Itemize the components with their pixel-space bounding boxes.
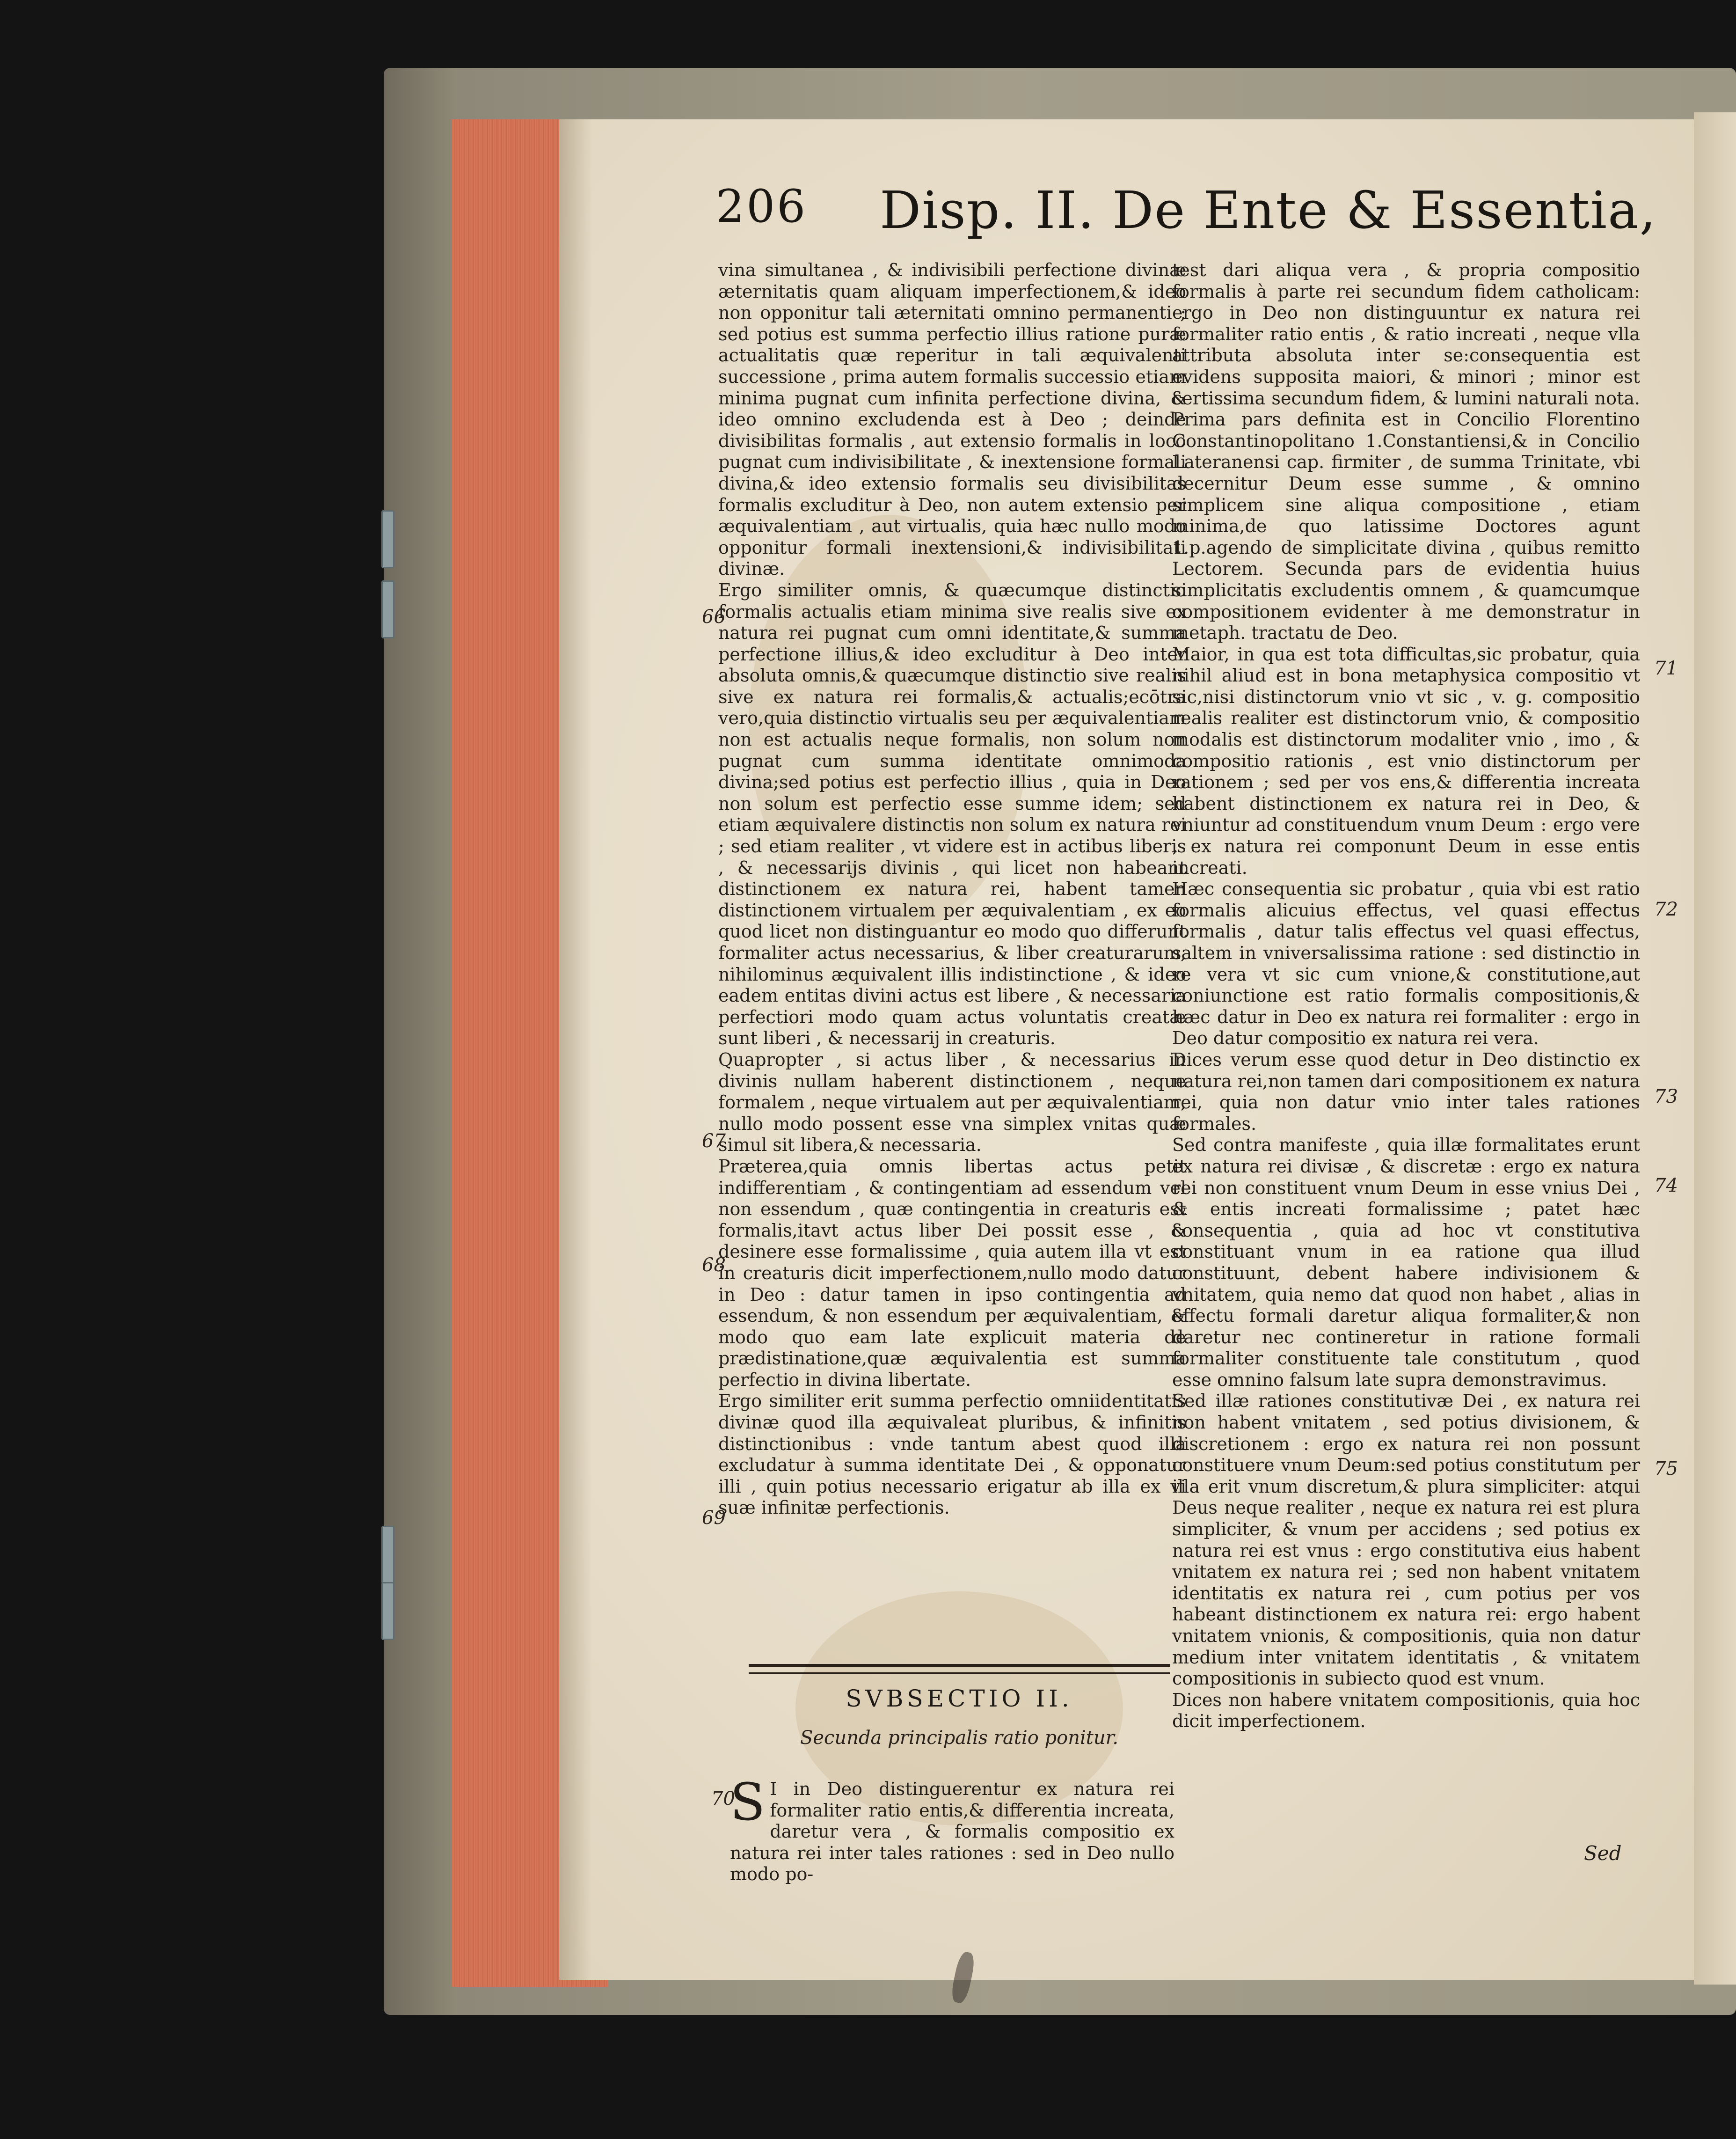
- paragraph: Hæc consequentia sic probatur , quia vbi est ratio formalis alicuius effectus, vel quasi effectus formalis , datur talis effectus vel quasi effectus, saltem in vniversalissima ratione : sed distinctio in re vera vt sic cum vnione,& constitutione,aut coniunctione est ratio formalis compositionis,& hæc datur in Deo ex natura rei formaliter : ergo in Deo datur compositio ex natura rei vera.: [1172, 879, 1640, 1049]
- paragraph: Dices verum esse quod detur in Deo distinctio ex natura rei,non tamen dari compositionem ex natura rei, quia non datur vnio inter tales rationes formales.: [1172, 1049, 1640, 1134]
- subsection-body: I in Deo distinguerentur ex natura rei formaliter ratio entis,& differentia increata, daretur vera , & formalis compositio ex natura rei inter tales rationes : sed in Deo nullo modo po-: [730, 1779, 1174, 1885]
- clasp-icon: [381, 580, 394, 638]
- paragraph: vina simultanea , & indivisibili perfectione divinæ æternitatis quam aliquam imperfectionem,& ideo non opponitur tali æternitati omnino permanenti ; sed potius est summa perfectio illius ratione puræ actualitatis quæ reperitur in tali æquivalenti successione , prima autem formalis successio etiam minima pugnat cum infinita perfectione divina, & ideo omnino excludenda est à Deo ; deinde divisibilitas formalis , aut extensio formalis in loco pugnat cum indivisibilitate , & inextensione formali divina,& ideo extensio formalis seu divisibilitas formalis excluditur à Deo, non autem extensio per æquivalentiam , aut virtualis, quia hæc nullo modo opponitur formali inextensioni,& indivisibilitati divinæ.: [718, 260, 1186, 579]
- right-column: [1172, 260, 1640, 1732]
- clasp-icon: [381, 1526, 394, 1584]
- running-title: Disp. II. De Ente & Essentia,: [880, 180, 1657, 240]
- gutter-shadow: [559, 119, 592, 1980]
- paragraph: Ergo similiter omnis, & quæcumque distinctio formalis actualis etiam minima sive realis sive ex natura rei pugnat cum omni identitate,& summa perfectione illius,& ideo excluditur à Deo inter absoluta omnis,& quæcumque distinctio sive realis sive ex natura rei formalis,& actualis;ecōtra vero,quia distinctio virtualis seu per æquivalentiam non est actualis neque formalis, non solum non pugnat cum summa identitate omnimoda divina;sed potius est perfectio illius , quia in Deo non solum est perfectio esse summe idem; sed etiam æquivalere distinctis non solum ex natura rei ; sed etiam realiter , vt videre est in actibus liberis , & necessarijs divinis , qui licet non habeant distinctionem ex natura rei, habent tamen distinctionem virtualem per æquivalentiam , ex eo quod licet non distinguantur eo modo quo differunt formaliter actus necessarius, & liber creaturarum, nihilominus æquivalent illis indistinctione , & ideo eadem entitas divini actus est libere , & necessaria perfectiori modo quam actus voluntatis creatæ sunt liberi , & necessarij in creaturis.: [718, 579, 1186, 1049]
- facing-page-edge: [1694, 112, 1736, 1985]
- margin-number: 72: [1654, 899, 1678, 920]
- paragraph: Maior, in qua est tota difficultas,sic probatur, quia nihil aliud est in bona metaphysica compositio vt sic,nisi distinctorum vnio vt sic , v. g. compositio realis realiter est distinctorum vnio, & compositio modalis est distinctorum modaliter vnio , imo , & compositio rationis , est vnio distinctorum per rationem ; sed per vos ens,& differentia increata habent distinctionem ex natura rei in Deo, & vniuntur ad constituendum vnum Deum : ergo vere , ex natura rei componunt Deum in esse entis increati.: [1172, 644, 1640, 878]
- subsection-title: SVBSECTIO II.: [846, 1685, 1073, 1712]
- margin-number: 67: [702, 1130, 726, 1152]
- clasp-icon: [381, 510, 394, 568]
- margin-number: 75: [1654, 1458, 1678, 1480]
- margin-number: 74: [1654, 1175, 1678, 1196]
- clasp-icon: [381, 1582, 394, 1640]
- margin-number: 68: [702, 1254, 726, 1276]
- page-number: 206: [716, 180, 808, 233]
- margin-number: 71: [1654, 658, 1678, 679]
- drop-capital: S: [730, 1772, 766, 1832]
- subsection-text: [730, 1772, 1174, 1885]
- left-column: [718, 260, 1186, 1519]
- paragraph: Sed illæ rationes constitutivæ Dei , ex natura rei non habent vnitatem , sed potius divisionem, & discretionem : ergo ex natura rei non possunt constituere vnum Deum:sed potius constitutum per illa erit vnum discretum,& plura simpliciter: atqui Deus neque realiter , neque ex natura rei est plura simpliciter, & vnum per accidens ; sed potius ex natura rei est vnus : ergo constitutiva eius habent vnitatem ex natura rei ; sed non habent vnitatem identitatis ex natura rei , cum potius per vos habeant distinctionem ex natura rei: ergo habent vnitatem vnionis, & compositionis, quia non datur medium inter vnitatem identitatis , & vnitatem compositionis in subiecto quod est vnum.: [1172, 1391, 1640, 1689]
- margin-number: 69: [702, 1507, 726, 1529]
- paragraph: Præterea,quia omnis libertas actus petit indifferentiam , & contingentiam ad essendum vel non essendum , quæ contingentia in creaturis est formalis,itavt actus liber Dei possit esse , & desinere esse formalissime , quia autem illa vt est in creaturis dicit imperfectionem,nullo modo datur in Deo : datur tamen in ipso contingentia ad essendum, & non essendum per æquivalentiam, & modo quo eam late explicuit materia de prædistinatione,quæ æquivalentia est summa perfectio in divina libertate.: [718, 1156, 1186, 1390]
- catchword: Sed: [1584, 1842, 1622, 1865]
- paragraph: Dices non habere vnitatem compositionis, quia hoc dicit imperfectionem.: [1172, 1689, 1640, 1732]
- paragraph: Quapropter , si actus liber , & necessarius in divinis nullam haberent distinctionem , neque formalem , neque virtualem aut per æquivalentiam, nullo modo possent esse vna simplex vnitas quæ simul sit libera,& necessaria.: [718, 1049, 1186, 1156]
- margin-number: 73: [1654, 1086, 1678, 1107]
- margin-number: 66: [702, 606, 726, 628]
- margin-number: 70: [711, 1788, 735, 1809]
- paragraph: Ergo similiter erit summa perfectio omniidentitatis divinæ quod illa æquivaleat pluribus, & infinitis distinctionibus : vnde tantum abest quod illa excludatur à summa identitate Dei , & opponatur illi , quin potius necessario erigatur ab illa ex vi suæ infinitæ perfectionis.: [718, 1391, 1186, 1518]
- paragraph: Sed contra manifeste , quia illæ formalitates erunt ex natura rei divisæ , & discretæ : ergo ex natura rei non constituent vnum Deum in esse vnius Dei , & entis increati formalissime ; patet hæc consequentia , quia ad hoc vt constitutiva constituant vnum in ea ratione qua illud constituunt, debent habere indivisionem & vnitatem, quia nemo dat quod non habet , alias in effectu formali daretur aliqua formaliter,& non daretur nec contineretur in ratione formali formaliter constituente tale constitutum , quod esse omnino falsum late supra demonstravimus.: [1172, 1135, 1640, 1390]
- section-rule: [749, 1664, 1170, 1674]
- book-spine: [384, 68, 454, 2015]
- subsection-subtitle: Secunda principalis ratio ponitur.: [800, 1727, 1119, 1749]
- paragraph: test dari aliqua vera , & propria compositio formalis à parte rei secundum fidem catholicam: ergo in Deo non distinguuntur ex natura rei formaliter ratio entis , & ratio increati , neque vlla attributa absoluta inter se:consequentia est evidens supposita maiori, & minori ; minor est certissima secundum fidem, & lumini naturali nota. Prima pars definita est in Concilio Florentino Constantinopolitano 1.Constantiensi,& in Concilio Lateranensi cap. firmiter , de summa Trinitate, vbi decernitur Deum esse summe , & omnino simplicem sine aliqua compositione , etiam minima,de quo latissime Doctores agunt 1.p.agendo de simplicitate divina , quibus remitto Lectorem. Secunda pars de evidentia huius simplicitatis excludentis omnem , & quamcumque compositionem evidenter à me demonstratur in metaph. tractatu de Deo.: [1172, 260, 1640, 644]
